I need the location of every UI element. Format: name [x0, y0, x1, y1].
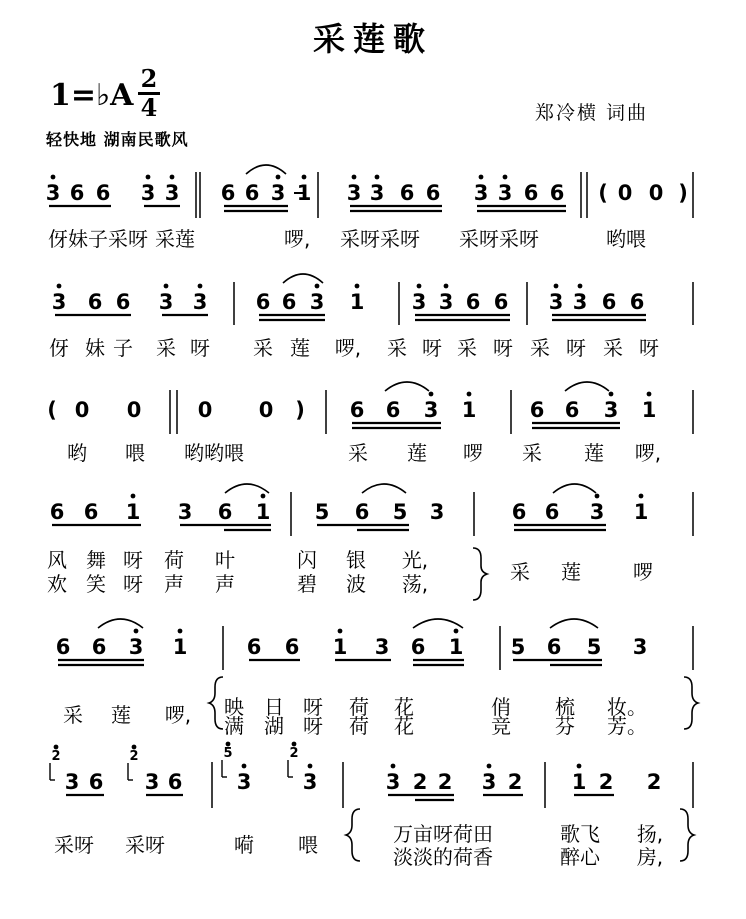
octave-dot-high: [178, 629, 183, 634]
note-digit: 3: [632, 635, 648, 659]
lyric-syllable: 采: [156, 336, 176, 360]
grace-note: 5: [223, 746, 233, 761]
lyric-lead: 采呀: [125, 833, 165, 857]
key-signature: 1=♭A: [50, 78, 134, 113]
note-digit: 2: [646, 770, 662, 794]
slur-arc: [553, 484, 596, 493]
lyric-syllable: 啰,: [634, 441, 662, 465]
octave-dot-high: [338, 629, 343, 634]
grace-note: 2: [129, 749, 139, 764]
note-digit: 0: [648, 181, 664, 205]
time-signature-denominator: 4: [140, 93, 158, 122]
slur-arc: [385, 382, 429, 391]
note-digit: 6: [601, 290, 617, 314]
lyric-syllable: 花: [394, 695, 414, 719]
lyric-syllable: 万亩呀荷田: [393, 822, 493, 846]
slur-arc: [565, 382, 609, 391]
note-digit: 6: [95, 181, 111, 205]
slur-arc: [98, 619, 143, 628]
lyric-syllable: 啰: [463, 441, 483, 465]
lyric-syllable: 采: [253, 336, 273, 360]
song-title: 采莲歌: [312, 20, 433, 58]
slur-arc: [225, 484, 269, 493]
lyric-syllable: 呀: [303, 695, 323, 719]
lyric-syllable: 伢: [49, 336, 69, 360]
lyric-syllable: 呀: [123, 548, 143, 572]
lyric-syllable: 伢妹子采呀: [48, 227, 148, 251]
note-digit: 6: [544, 500, 560, 524]
lyric-lead: 嗬: [234, 833, 254, 857]
grace-octave-dot: [226, 742, 231, 747]
octave-dot-high: [487, 764, 492, 769]
note-digit: 0: [126, 398, 142, 422]
note-digit: 3: [45, 181, 61, 205]
note-digit: 3: [429, 500, 445, 524]
note-digit: 3: [51, 290, 67, 314]
note-digit: 6: [465, 290, 481, 314]
note-digit: 6: [88, 770, 104, 794]
octave-dot-high: [554, 284, 559, 289]
note-digit: 6: [244, 181, 260, 205]
note-digit: 6: [284, 635, 300, 659]
note-digit: 3: [346, 181, 362, 205]
note-digit: 1: [296, 181, 312, 205]
note-digit: 3: [140, 181, 156, 205]
lyric-syllable: 采: [457, 336, 477, 360]
note-digit: 3: [177, 500, 193, 524]
lyric-syllable: 哟喂: [606, 227, 646, 251]
grace-octave-dot: [132, 745, 137, 750]
grace-note: 2: [289, 746, 299, 761]
octave-dot-high: [276, 175, 281, 180]
grace-note: 2: [51, 749, 61, 764]
note-digit: 3: [369, 181, 385, 205]
lyric-syllable: 叶: [215, 548, 235, 572]
octave-dot-high: [315, 284, 320, 289]
lyric-syllable: 花: [394, 714, 414, 738]
slur-arc: [246, 165, 286, 174]
lyric-syllable: 呀: [123, 572, 143, 596]
grace-octave-dot: [54, 745, 59, 750]
note-digit: 0: [617, 181, 633, 205]
lyric-syllable: 采莲: [155, 227, 195, 251]
lyric-syllable: 喂: [125, 441, 145, 465]
note-digit: 3: [481, 770, 497, 794]
lyric-syllable: 歌飞: [560, 822, 600, 846]
note-digit: 6: [55, 635, 71, 659]
note-digit: 6: [167, 770, 183, 794]
octave-dot-high: [647, 392, 652, 397]
lyric-lead: 啰,: [164, 703, 192, 727]
lyric-syllable: 碧: [297, 572, 317, 596]
lyric-syllable: 风: [47, 548, 67, 572]
note-digit: 6: [564, 398, 580, 422]
octave-dot-high: [375, 175, 380, 180]
note-digit: 1: [255, 500, 271, 524]
note-digit: 6: [546, 635, 562, 659]
note-digit: 2: [507, 770, 523, 794]
lyric-syllable: 采: [530, 336, 550, 360]
lyric-syllable: 呀: [190, 336, 210, 360]
lyric-syllable: 呀: [422, 336, 442, 360]
lyric-lead: 莲: [111, 703, 131, 727]
note-digit: 3: [309, 290, 325, 314]
note-digit: 6: [217, 500, 233, 524]
lyric-syllable: 银: [346, 548, 366, 572]
note-digit: 1: [571, 770, 587, 794]
lyric-syllable: 采: [387, 336, 407, 360]
note-digit: 3: [374, 635, 390, 659]
lyric-syllable: 满: [224, 714, 244, 738]
lyric-syllable: 湖: [264, 714, 284, 738]
note-digit: 6: [354, 500, 370, 524]
note-digit: 1: [125, 500, 141, 524]
note-digit: 3: [144, 770, 160, 794]
note-digit: 3: [423, 398, 439, 422]
lyric-syllable: 欢: [47, 572, 67, 596]
lyric-syllable: 淡淡的荷香: [393, 845, 493, 869]
note-digit: 3: [158, 290, 174, 314]
note-digit: 6: [69, 181, 85, 205]
octave-dot-high: [134, 629, 139, 634]
lyric-syllable: 啰,: [284, 227, 311, 251]
octave-dot-high: [51, 175, 56, 180]
slur-arc: [283, 274, 323, 283]
note-digit: 6: [385, 398, 401, 422]
note-digit: 6: [220, 181, 236, 205]
lyric-syllable: 竞: [491, 714, 511, 738]
note-digit: 6: [493, 290, 509, 314]
lyric-syllable: 映: [224, 695, 244, 719]
note-digit: 3: [128, 635, 144, 659]
lyric-lead: 采: [63, 703, 83, 727]
note-digit: 6: [349, 398, 365, 422]
note-digit: 6: [425, 181, 441, 205]
lyric-syllable: 波: [346, 572, 366, 596]
lyric-syllable: 芳。: [607, 714, 647, 738]
lyric-refrain: 采: [510, 560, 530, 584]
octave-dot-high: [609, 392, 614, 397]
note-digit: 6: [523, 181, 539, 205]
lyric-syllable: 哟: [67, 441, 87, 465]
verse-brace-left: [346, 809, 360, 861]
octave-dot-high: [595, 494, 600, 499]
note-digit: 0: [258, 398, 274, 422]
lyric-syllable: 呀: [493, 336, 513, 360]
lyric-syllable: 闪: [297, 548, 317, 572]
lyric-syllable: 荷: [164, 548, 184, 572]
lyric-syllable: 房,: [636, 845, 664, 869]
note-digit: 6: [529, 398, 545, 422]
note-digit: 3: [164, 181, 180, 205]
lyric-syllable: 扬,: [636, 822, 664, 846]
octave-dot-high: [352, 175, 357, 180]
lyric-syllable: 舞: [86, 548, 106, 572]
note-digit: (: [598, 181, 608, 205]
note-digit: 6: [91, 635, 107, 659]
note-digit: 3: [572, 290, 588, 314]
note-digit: 3: [411, 290, 427, 314]
composer-credit: 郑冷横 词曲: [535, 102, 649, 124]
tempo-marking: 轻快地 湖南民歌风: [46, 130, 189, 149]
lyric-syllable: 俏: [491, 695, 511, 719]
lyric-lead: 采呀: [54, 833, 94, 857]
note-digit: 6: [255, 290, 271, 314]
verse-brace: [473, 548, 487, 600]
lyric-syllable: 采呀采呀: [459, 227, 539, 251]
octave-dot-high: [302, 175, 307, 180]
note-digit: 3: [497, 181, 513, 205]
note-digit: ): [678, 181, 688, 205]
lyric-syllable: 梳: [555, 695, 575, 719]
note-digit: 6: [511, 500, 527, 524]
lyric-syllable: 子: [113, 336, 133, 360]
lyric-syllable: 声: [215, 572, 235, 596]
note-digit: 6: [629, 290, 645, 314]
lyric-syllable: 莲: [584, 441, 604, 465]
note-digit: 6: [115, 290, 131, 314]
verse-brace-left: [209, 677, 223, 729]
lyric-syllable: 采: [522, 441, 542, 465]
note-digit: 3: [438, 290, 454, 314]
slur-arc: [550, 619, 598, 628]
note-digit: 6: [49, 500, 65, 524]
note-digit: 3: [64, 770, 80, 794]
lyric-syllable: 荡,: [401, 572, 429, 596]
slur-arc: [413, 619, 463, 628]
lyric-refrain: 啰: [633, 560, 653, 584]
octave-dot-high: [242, 764, 247, 769]
octave-dot-high: [391, 764, 396, 769]
time-signature-numerator: 2: [140, 64, 158, 93]
lyric-refrain: 莲: [561, 560, 581, 584]
lyric-syllable: 荷: [349, 714, 369, 738]
note-digit: ): [295, 398, 305, 422]
note-digit: 3: [302, 770, 318, 794]
note-digit: 2: [412, 770, 428, 794]
verse-brace-right: [680, 809, 694, 861]
lyric-lead: 喂: [298, 833, 318, 857]
note-digit: 5: [510, 635, 526, 659]
lyric-syllable: 妆。: [607, 695, 647, 719]
lyric-syllable: 醉心: [560, 845, 600, 869]
octave-dot-high: [170, 175, 175, 180]
octave-dot-high: [639, 494, 644, 499]
octave-dot-high: [503, 175, 508, 180]
note-digit: 3: [548, 290, 564, 314]
note-digit: 2: [598, 770, 614, 794]
lyric-syllable: 莲: [290, 336, 310, 360]
lyric-syllable: 采: [603, 336, 623, 360]
octave-dot-high: [429, 392, 434, 397]
grace-octave-dot: [292, 742, 297, 747]
lyric-syllable: 采呀采呀: [340, 227, 420, 251]
note-digit: 6: [281, 290, 297, 314]
lyric-syllable: 日: [264, 695, 284, 719]
note-digit: 2: [437, 770, 453, 794]
note-digit: 1: [448, 635, 464, 659]
note-digit: 0: [197, 398, 213, 422]
note-digit: 6: [399, 181, 415, 205]
octave-dot-high: [417, 284, 422, 289]
note-digit: 3: [192, 290, 208, 314]
octave-dot-high: [578, 284, 583, 289]
octave-dot-high: [146, 175, 151, 180]
verse-brace-right: [684, 677, 698, 729]
note-digit: 5: [586, 635, 602, 659]
note-digit: 3: [270, 181, 286, 205]
octave-dot-high: [355, 284, 360, 289]
octave-dot-high: [454, 629, 459, 634]
lyric-syllable: 呀: [639, 336, 659, 360]
octave-dot-high: [57, 284, 62, 289]
note-digit: 1: [633, 500, 649, 524]
note-digit: 5: [392, 500, 408, 524]
lyric-syllable: 哟哟喂: [184, 441, 244, 465]
note-digit: 5: [314, 500, 330, 524]
octave-dot-high: [467, 392, 472, 397]
lyric-syllable: 芬: [555, 714, 575, 738]
note-digit: 3: [385, 770, 401, 794]
octave-dot-high: [198, 284, 203, 289]
lyric-syllable: 啰,: [334, 336, 362, 360]
lyric-syllable: 妹: [85, 336, 105, 360]
note-digit: 0: [74, 398, 90, 422]
lyric-syllable: 荷: [349, 695, 369, 719]
note-digit: 1: [641, 398, 657, 422]
lyric-syllable: 笑: [86, 572, 106, 596]
note-digit: 3: [603, 398, 619, 422]
lyric-syllable: 呀: [303, 714, 323, 738]
octave-dot-high: [444, 284, 449, 289]
note-digit: 1: [172, 635, 188, 659]
lyric-syllable: 莲: [407, 441, 427, 465]
octave-dot-high: [261, 494, 266, 499]
lyric-syllable: 采: [348, 441, 368, 465]
lyric-syllable: 声: [164, 572, 184, 596]
note-digit: 6: [83, 500, 99, 524]
note-digit: 6: [410, 635, 426, 659]
lyric-syllable: 光,: [401, 548, 429, 572]
note-digit: (: [47, 398, 57, 422]
note-digit: 1: [332, 635, 348, 659]
octave-dot-high: [164, 284, 169, 289]
lyric-syllable: 呀: [566, 336, 586, 360]
octave-dot-high: [577, 764, 582, 769]
octave-dot-high: [131, 494, 136, 499]
octave-dot-high: [479, 175, 484, 180]
note-digit: 1: [461, 398, 477, 422]
note-digit: 6: [87, 290, 103, 314]
note-digit: 6: [549, 181, 565, 205]
octave-dot-high: [308, 764, 313, 769]
note-digit: 3: [473, 181, 489, 205]
note-digit: 6: [246, 635, 262, 659]
note-digit: 1: [349, 290, 365, 314]
note-digit: 3: [236, 770, 252, 794]
note-digit: 3: [589, 500, 605, 524]
slur-arc: [362, 484, 406, 493]
